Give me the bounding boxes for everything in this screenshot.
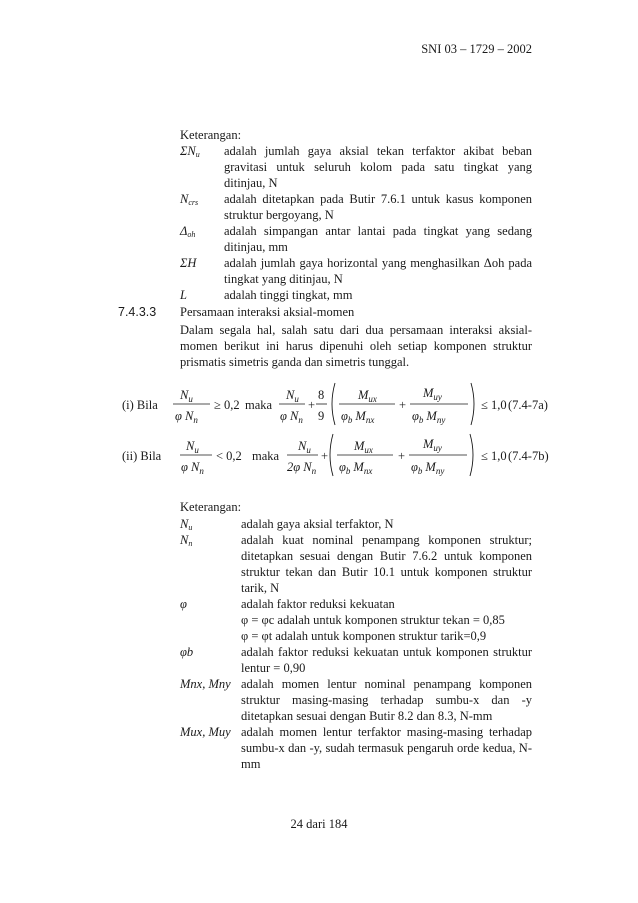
eq1-label: (7.4-7a) bbox=[508, 398, 548, 412]
section-paragraph: Dalam segala hal, salah satu dari dua persamaan interaksi aksial-momen berikut ini harus dipenuhi oleh setiap komponen struktur prismatis simetris ganda dan simetris tunggal. bbox=[180, 323, 532, 369]
definition-item bbox=[180, 287, 532, 303]
svg-text:Nu: $N_u$ bbox=[186, 439, 199, 455]
definition-symbol: $\Delta_{oh}$ bbox=[180, 224, 196, 239]
definition-item bbox=[180, 644, 532, 676]
eq1-lead: (i) Bila bbox=[122, 398, 158, 412]
definition-item bbox=[180, 676, 532, 724]
svg-text:φbMny: $\varphi_b$ $M_{ny}$ bbox=[411, 460, 445, 476]
document-code: SNI 03 – 1729 – 2002 bbox=[421, 42, 532, 56]
definition-item bbox=[180, 596, 532, 644]
svg-text:Nu: $N_u$ bbox=[286, 388, 299, 404]
svg-text:Muy: $M_{uy}$ bbox=[423, 437, 442, 453]
eq1-limit: ≤ 1,0 bbox=[481, 398, 507, 412]
svg-text:Nu: $N_u$ bbox=[298, 439, 311, 455]
svg-text:+: + bbox=[399, 398, 407, 412]
eq2-lead: (ii) Bila bbox=[122, 449, 162, 463]
definition-text: adalah momen lentur nominal penampang komponen struktur masing-masing terhadap sumbu-x dan -y ditetapkan sesuai dengan Butir 8.2 dan 8.3, N-mm bbox=[241, 677, 532, 723]
page-number: 24 dari 184 bbox=[290, 817, 348, 831]
section-title: Persamaan interaksi aksial-momen bbox=[180, 305, 355, 319]
equation-7-4-7b bbox=[0, 426, 638, 486]
definition-text: adalah faktor reduksi kekuatan untuk komponen struktur lentur = 0,90 bbox=[241, 645, 532, 675]
definition-symbol: L bbox=[180, 288, 187, 302]
definition-text: adalah jumlah gaya aksial tekan terfaktor akibat beban gravitasi untuk seluruh kolom pada satu tingkat yang ditinjau, N bbox=[224, 144, 532, 190]
definition-text: adalah simpangan antar lantai pada tingkat yang sedang ditinjau, mm bbox=[224, 224, 532, 254]
definition-symbol: φb bbox=[180, 645, 194, 659]
definition-item bbox=[180, 223, 532, 255]
block1-title: Keterangan: bbox=[180, 128, 242, 142]
svg-text:φ Nn: φ $N_n$ bbox=[175, 409, 198, 425]
svg-text:φbMnx: $\varphi_b$ $M_{nx}$ bbox=[341, 409, 375, 425]
definition-symbol: Mux, Muy bbox=[180, 725, 231, 739]
svg-text:Muy: $M_{uy}$ bbox=[423, 386, 442, 402]
svg-text:Nu: $N_u$ bbox=[180, 388, 193, 404]
svg-text:φ Nn: φ $N_n$ bbox=[181, 460, 204, 476]
definition-symbol: ΣH bbox=[180, 256, 197, 270]
definition-symbol: $N_u$ bbox=[180, 517, 193, 532]
svg-text:+: + bbox=[321, 449, 329, 463]
svg-text:Mux: $M_{ux}$ bbox=[354, 439, 373, 455]
definition-text: adalah faktor reduksi kekuatan bbox=[241, 597, 395, 611]
eq1-condition: ≥ 0,2 bbox=[214, 398, 240, 412]
svg-text:φbMny: $\varphi_b$ $M_{ny}$ bbox=[412, 409, 446, 425]
definition-item bbox=[180, 516, 532, 532]
svg-text:8: 8 bbox=[318, 388, 325, 402]
definition-symbol: $\Sigma N_u$ bbox=[180, 144, 200, 159]
definition-text: adalah tinggi tingkat, mm bbox=[224, 288, 353, 302]
svg-text:9: 9 bbox=[318, 409, 325, 423]
svg-text:2φ Nn: 2φ $N_n$ bbox=[287, 460, 317, 476]
eq1-maka: maka bbox=[245, 398, 273, 412]
definition-item bbox=[180, 191, 532, 223]
definition-text: adalah ditetapkan pada Butir 7.6.1 untuk kasus komponen struktur bergoyang, N bbox=[224, 192, 532, 222]
definition-item bbox=[180, 532, 532, 596]
phi-tension-line: φ = φt adalah untuk komponen struktur tarik=0,9 bbox=[241, 629, 487, 643]
svg-text:φ Nn: φ $N_n$ bbox=[280, 409, 303, 425]
phi-compression-line: φ = φc adalah untuk komponen struktur tekan = 0,85 bbox=[241, 613, 505, 627]
eq2-maka: maka bbox=[252, 449, 280, 463]
eq2-condition: < 0,2 bbox=[216, 449, 242, 463]
section-number: 7.4.3.3 bbox=[118, 305, 157, 319]
definition-item bbox=[180, 724, 532, 772]
definition-symbol: φ bbox=[180, 597, 187, 611]
eq2-limit: ≤ 1,0 bbox=[481, 449, 507, 463]
svg-text:+: + bbox=[308, 398, 316, 412]
definition-item bbox=[180, 143, 532, 191]
block2-title: Keterangan: bbox=[180, 500, 242, 514]
definition-symbol: $N_{crs}$ bbox=[180, 192, 199, 207]
svg-text:Mux: $M_{ux}$ bbox=[358, 388, 377, 404]
definition-text: adalah jumlah gaya horizontal yang menghasilkan Δoh pada tingkat yang ditinjau, N bbox=[224, 256, 532, 286]
definition-text: adalah momen lentur terfaktor masing-masing terhadap sumbu-x dan -y, sudah termasuk pengaruh orde kedua, N-mm bbox=[241, 725, 532, 771]
svg-text:+: + bbox=[398, 449, 406, 463]
definition-item bbox=[180, 255, 532, 287]
definition-symbol: $N_n$ bbox=[180, 533, 193, 548]
svg-text:φbMnx: $\varphi_b$ $M_{nx}$ bbox=[339, 460, 373, 476]
definition-symbol: Mnx, Mny bbox=[180, 677, 231, 691]
eq2-label: (7.4-7b) bbox=[508, 449, 549, 463]
definition-text: adalah gaya aksial terfaktor, N bbox=[241, 517, 394, 531]
definition-text: adalah kuat nominal penampang komponen struktur; ditetapkan sesuai dengan Butir 7.6.2 untuk komponen struktur tekan dan Butir 10.1 untuk komponen struktur tarik, N bbox=[241, 533, 532, 595]
